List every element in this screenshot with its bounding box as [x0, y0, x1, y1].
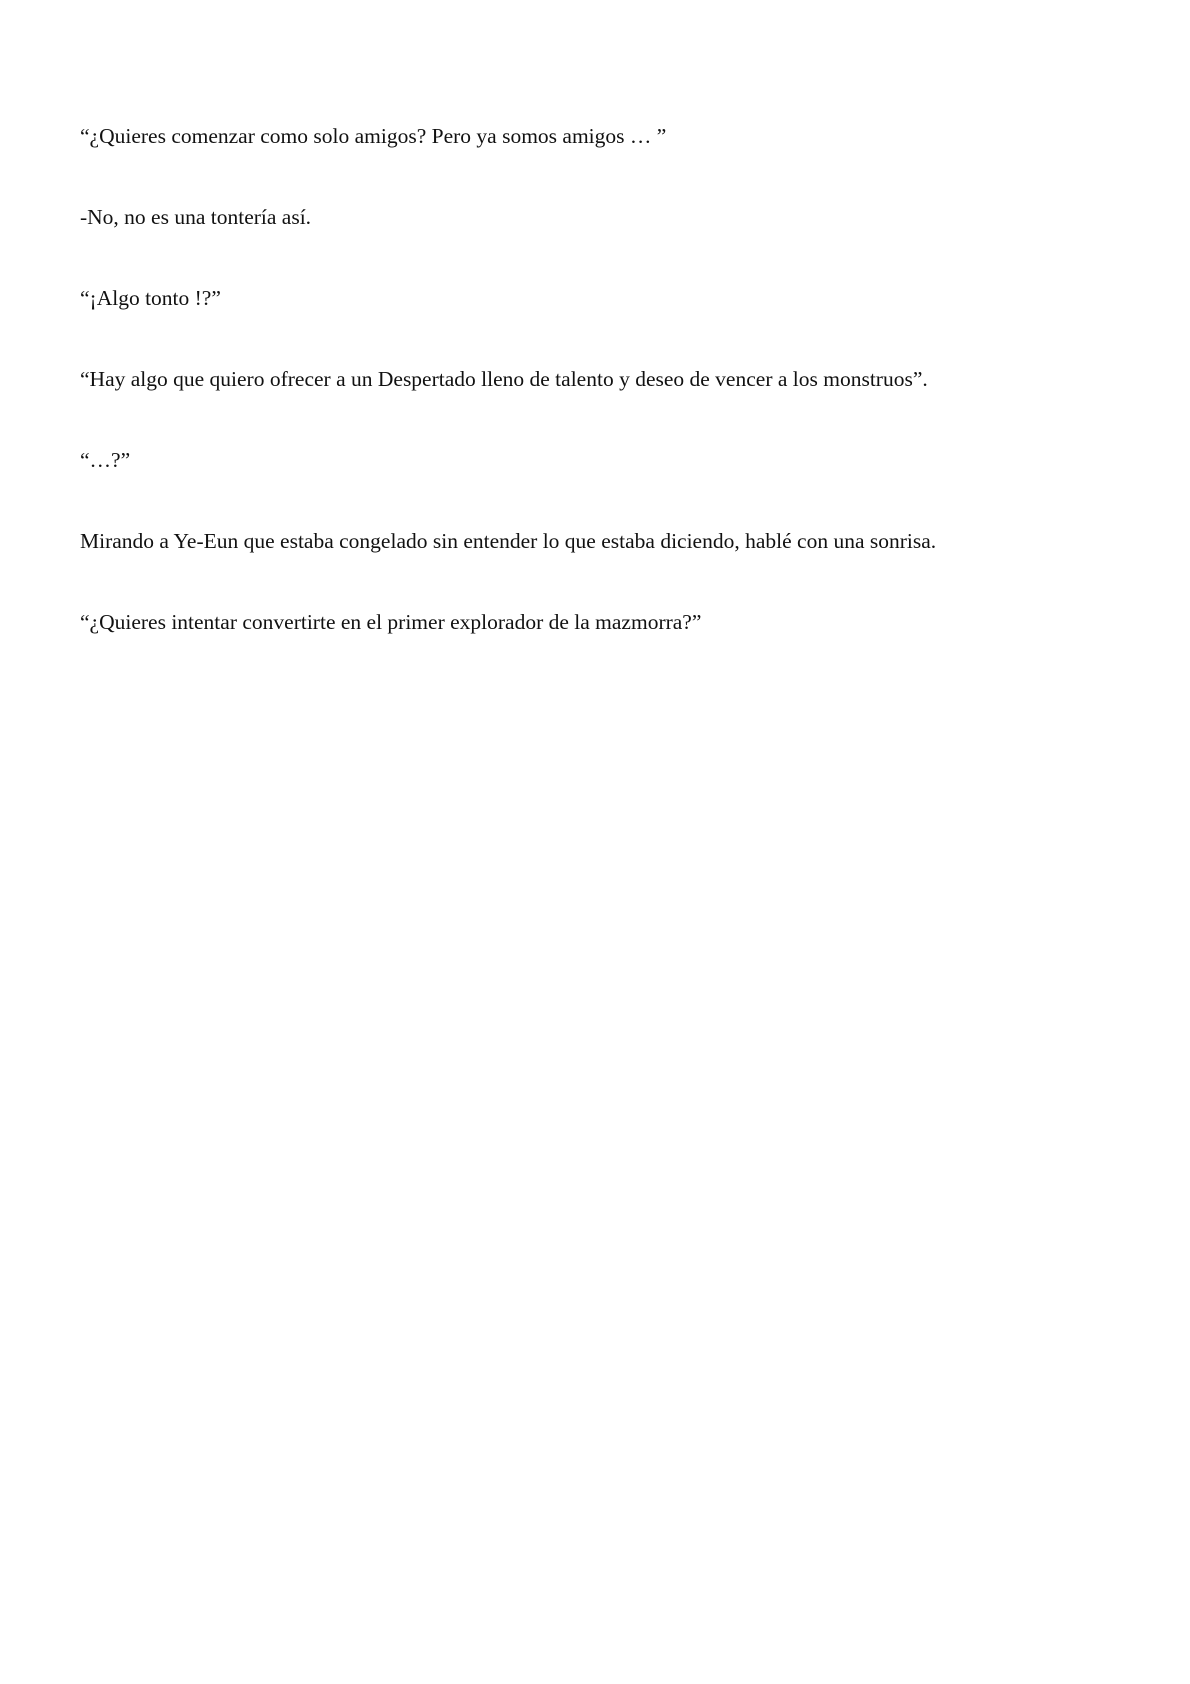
paragraph: “¡Algo tonto !?” — [80, 286, 221, 310]
paragraph: “Hay algo que quiero ofrecer a un Despertado lleno de talento y deseo de vencer a los monstruos”. — [80, 367, 928, 391]
paragraph: Mirando a Ye-Eun que estaba congelado sin entender lo que estaba diciendo, hablé con una sonrisa. — [80, 529, 937, 553]
document-body — [80, 122, 1110, 689]
paragraph: “…?” — [80, 448, 131, 472]
paragraph: “¿Quieres intentar convertirte en el primer explorador de la mazmorra?” — [80, 610, 702, 634]
paragraph: -No, no es una tontería así. — [80, 205, 312, 229]
paragraph: “¿Quieres comenzar como solo amigos? Pero ya somos amigos … ” — [80, 124, 667, 148]
